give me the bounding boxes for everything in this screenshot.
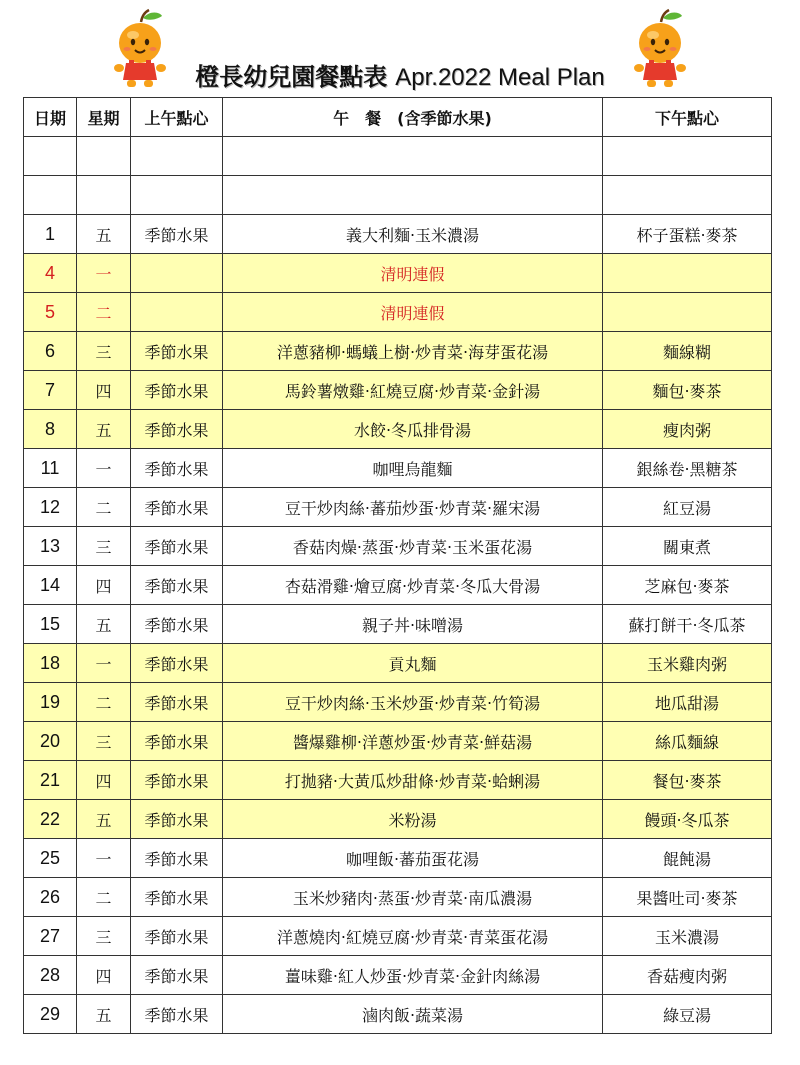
cell-weekday: 五 <box>77 215 131 254</box>
cell-afternoon-snack: 餐包‧麥茶 <box>603 761 772 800</box>
table-header-row <box>24 98 772 137</box>
cell-weekday: 二 <box>77 683 131 722</box>
table-row <box>24 488 772 527</box>
table-row <box>24 332 772 371</box>
column-header-date: 日期 <box>24 98 77 137</box>
cell-weekday: 五 <box>77 995 131 1034</box>
cell-lunch: 香菇肉燥‧蒸蛋‧炒青菜‧玉米蛋花湯 <box>223 527 603 566</box>
table-row <box>24 254 772 293</box>
cell-afternoon-snack: 芝麻包‧麥茶 <box>603 566 772 605</box>
cell-afternoon-snack: 香菇瘦肉粥 <box>603 956 772 995</box>
cell-afternoon-snack: 玉米濃湯 <box>603 917 772 956</box>
cell-morning-snack: 季節水果 <box>131 449 223 488</box>
cell-date: 14 <box>24 566 77 605</box>
cell-morning-snack: 季節水果 <box>131 644 223 683</box>
meal-plan-table <box>23 97 772 1034</box>
cell-morning-snack: 季節水果 <box>131 683 223 722</box>
table-row <box>24 917 772 956</box>
table-row <box>24 644 772 683</box>
cell-weekday: 四 <box>77 761 131 800</box>
cell-date: 28 <box>24 956 77 995</box>
table-row <box>24 293 772 332</box>
cell-afternoon-snack <box>603 293 772 332</box>
cell-morning-snack <box>131 293 223 332</box>
cell-weekday: 五 <box>77 800 131 839</box>
table-row <box>24 215 772 254</box>
table-row <box>24 995 772 1034</box>
cell-date: 7 <box>24 371 77 410</box>
cell-afternoon-snack: 饅頭‧冬瓜茶 <box>603 800 772 839</box>
cell-weekday: 四 <box>77 566 131 605</box>
cell-lunch: 清明連假 <box>223 293 603 332</box>
cell-weekday: 三 <box>77 722 131 761</box>
cell-morning-snack: 季節水果 <box>131 605 223 644</box>
cell-morning-snack: 季節水果 <box>131 566 223 605</box>
cell-lunch: 醬爆雞柳‧洋蔥炒蛋‧炒青菜‧鮮菇湯 <box>223 722 603 761</box>
cell-morning-snack: 季節水果 <box>131 722 223 761</box>
cell-weekday: 一 <box>77 449 131 488</box>
cell-afternoon-snack <box>603 176 772 215</box>
cell-afternoon-snack: 紅豆湯 <box>603 488 772 527</box>
cell-lunch: 豆干炒肉絲‧蕃茄炒蛋‧炒青菜‧羅宋湯 <box>223 488 603 527</box>
page-header <box>0 0 800 97</box>
cell-morning-snack: 季節水果 <box>131 995 223 1034</box>
cell-morning-snack <box>131 254 223 293</box>
cell-lunch: 杏菇滑雞‧燴豆腐‧炒青菜‧冬瓜大骨湯 <box>223 566 603 605</box>
cell-date: 18 <box>24 644 77 683</box>
cell-lunch: 貢丸麵 <box>223 644 603 683</box>
title-chinese: 橙長幼兒園餐點表 <box>195 63 388 91</box>
cell-afternoon-snack: 銀絲卷‧黑糖茶 <box>603 449 772 488</box>
table-row <box>24 722 772 761</box>
table-row <box>24 605 772 644</box>
cell-morning-snack: 季節水果 <box>131 527 223 566</box>
cell-date: 20 <box>24 722 77 761</box>
cell-afternoon-snack <box>603 254 772 293</box>
cell-morning-snack <box>131 176 223 215</box>
cell-afternoon-snack: 麵包‧麥茶 <box>603 371 772 410</box>
column-header-lunch: 午 餐 (含季節水果) <box>223 98 603 137</box>
cell-weekday: 四 <box>77 956 131 995</box>
cell-morning-snack: 季節水果 <box>131 371 223 410</box>
table-row <box>24 410 772 449</box>
cell-weekday: 二 <box>77 293 131 332</box>
cell-morning-snack <box>131 137 223 176</box>
cell-date: 25 <box>24 839 77 878</box>
cell-date: 19 <box>24 683 77 722</box>
table-row <box>24 566 772 605</box>
cell-lunch: 咖哩烏龍麵 <box>223 449 603 488</box>
table-row <box>24 527 772 566</box>
cell-date: 15 <box>24 605 77 644</box>
cell-date: 26 <box>24 878 77 917</box>
title-english: Apr.2022 Meal Plan <box>395 64 605 91</box>
cell-afternoon-snack: 絲瓜麵線 <box>603 722 772 761</box>
cell-lunch: 洋蔥豬柳‧螞蟻上樹‧炒青菜‧海芽蛋花湯 <box>223 332 603 371</box>
cell-date: 29 <box>24 995 77 1034</box>
cell-lunch: 清明連假 <box>223 254 603 293</box>
cell-lunch: 打拋豬‧大黃瓜炒甜條‧炒青菜‧蛤蜊湯 <box>223 761 603 800</box>
cell-weekday: 一 <box>77 839 131 878</box>
cell-afternoon-snack: 關東煮 <box>603 527 772 566</box>
cell-morning-snack: 季節水果 <box>131 410 223 449</box>
cell-afternoon-snack: 瘦肉粥 <box>603 410 772 449</box>
cell-lunch: 薑味雞‧紅人炒蛋‧炒青菜‧金針肉絲湯 <box>223 956 603 995</box>
cell-date: 22 <box>24 800 77 839</box>
cell-date: 8 <box>24 410 77 449</box>
cell-morning-snack: 季節水果 <box>131 956 223 995</box>
cell-lunch: 水餃‧冬瓜排骨湯 <box>223 410 603 449</box>
cell-weekday <box>77 137 131 176</box>
table-row <box>24 878 772 917</box>
table-row <box>24 683 772 722</box>
cell-lunch: 咖哩飯‧蕃茄蛋花湯 <box>223 839 603 878</box>
cell-afternoon-snack: 地瓜甜湯 <box>603 683 772 722</box>
page-title <box>0 60 800 95</box>
cell-morning-snack: 季節水果 <box>131 332 223 371</box>
cell-weekday: 二 <box>77 488 131 527</box>
cell-weekday: 五 <box>77 605 131 644</box>
table-row <box>24 839 772 878</box>
cell-weekday: 三 <box>77 917 131 956</box>
cell-afternoon-snack: 麵線糊 <box>603 332 772 371</box>
cell-date <box>24 176 77 215</box>
cell-lunch: 洋蔥燒肉‧紅燒豆腐‧炒青菜‧青菜蛋花湯 <box>223 917 603 956</box>
cell-date: 5 <box>24 293 77 332</box>
cell-date: 12 <box>24 488 77 527</box>
cell-morning-snack: 季節水果 <box>131 917 223 956</box>
table-row <box>24 137 772 176</box>
cell-weekday: 一 <box>77 644 131 683</box>
table-row <box>24 761 772 800</box>
cell-lunch <box>223 137 603 176</box>
cell-afternoon-snack: 果醬吐司‧麥茶 <box>603 878 772 917</box>
table-row <box>24 800 772 839</box>
table-row <box>24 956 772 995</box>
cell-lunch: 滷肉飯‧蔬菜湯 <box>223 995 603 1034</box>
cell-morning-snack: 季節水果 <box>131 800 223 839</box>
cell-weekday: 一 <box>77 254 131 293</box>
cell-morning-snack: 季節水果 <box>131 761 223 800</box>
cell-weekday: 三 <box>77 527 131 566</box>
cell-date: 13 <box>24 527 77 566</box>
cell-date <box>24 137 77 176</box>
cell-afternoon-snack: 杯子蛋糕‧麥茶 <box>603 215 772 254</box>
cell-morning-snack: 季節水果 <box>131 878 223 917</box>
cell-lunch: 親子丼‧味噌湯 <box>223 605 603 644</box>
cell-lunch: 馬鈴薯燉雞‧紅燒豆腐‧炒青菜‧金針湯 <box>223 371 603 410</box>
cell-lunch: 豆干炒肉絲‧玉米炒蛋‧炒青菜‧竹筍湯 <box>223 683 603 722</box>
cell-afternoon-snack: 蘇打餅干‧冬瓜茶 <box>603 605 772 644</box>
column-header-morning-snack: 上午點心 <box>131 98 223 137</box>
cell-weekday: 三 <box>77 332 131 371</box>
cell-weekday <box>77 176 131 215</box>
cell-lunch: 玉米炒豬肉‧蒸蛋‧炒青菜‧南瓜濃湯 <box>223 878 603 917</box>
table-body <box>24 137 772 1034</box>
cell-date: 4 <box>24 254 77 293</box>
cell-morning-snack: 季節水果 <box>131 215 223 254</box>
cell-weekday: 二 <box>77 878 131 917</box>
table-row <box>24 176 772 215</box>
cell-afternoon-snack <box>603 137 772 176</box>
cell-date: 11 <box>24 449 77 488</box>
cell-weekday: 五 <box>77 410 131 449</box>
cell-date: 21 <box>24 761 77 800</box>
cell-morning-snack: 季節水果 <box>131 839 223 878</box>
cell-afternoon-snack: 玉米雞肉粥 <box>603 644 772 683</box>
column-header-afternoon-snack: 下午點心 <box>603 98 772 137</box>
column-header-weekday: 星期 <box>77 98 131 137</box>
cell-afternoon-snack: 餛飩湯 <box>603 839 772 878</box>
cell-date: 1 <box>24 215 77 254</box>
table-row <box>24 371 772 410</box>
table-row <box>24 449 772 488</box>
cell-date: 6 <box>24 332 77 371</box>
cell-afternoon-snack: 綠豆湯 <box>603 995 772 1034</box>
cell-lunch <box>223 176 603 215</box>
cell-lunch: 米粉湯 <box>223 800 603 839</box>
cell-weekday: 四 <box>77 371 131 410</box>
cell-date: 27 <box>24 917 77 956</box>
cell-morning-snack: 季節水果 <box>131 488 223 527</box>
cell-lunch: 義大利麵‧玉米濃湯 <box>223 215 603 254</box>
